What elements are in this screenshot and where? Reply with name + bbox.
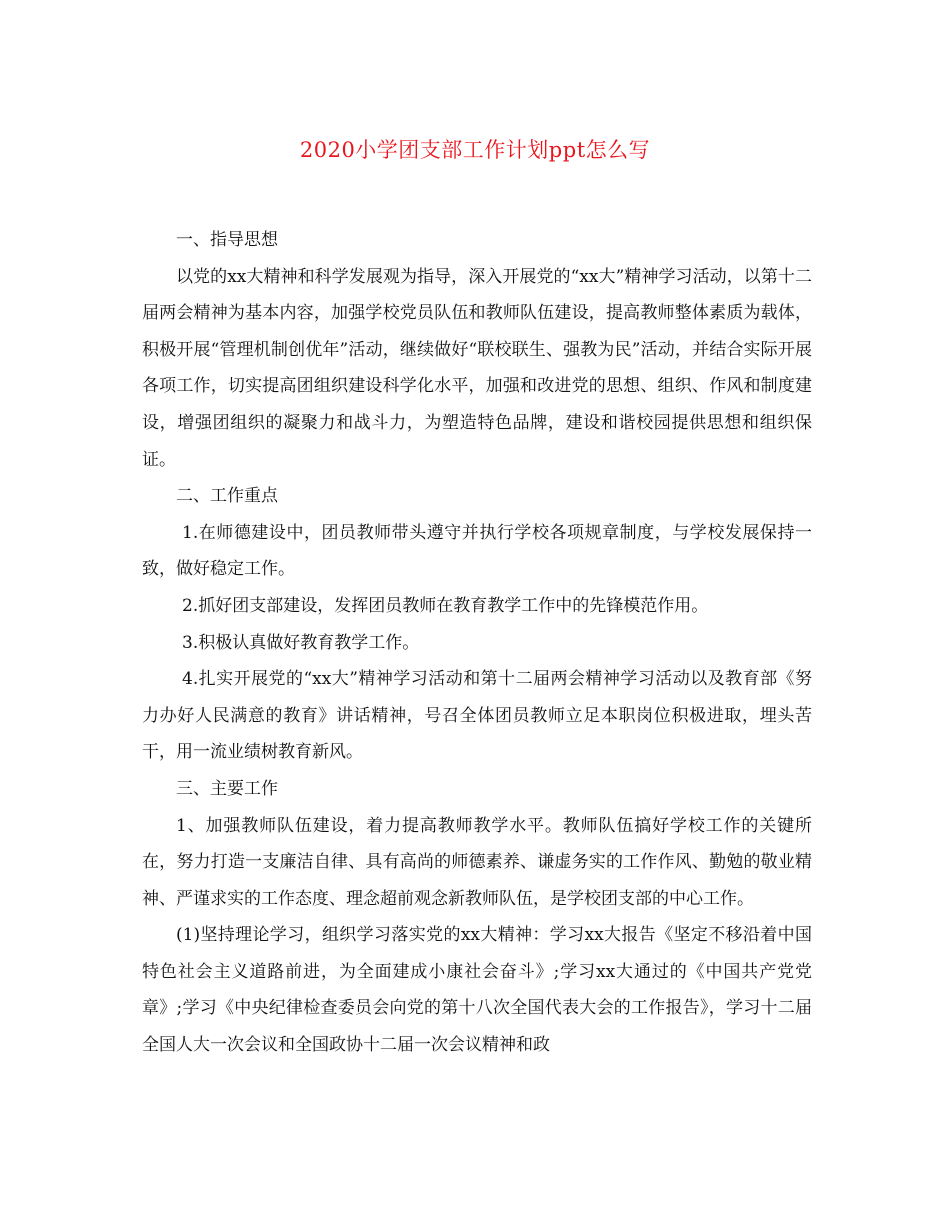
paragraph: 3.积极认真做好教育教学工作。 — [182, 632, 420, 653]
paragraph: 以党的xx大精神和科学发展观为指导，深入开展党的“xx大”精神学习活动，以第十二届两会精神为基本内容，加强学校党员队伍和教师队伍建设，提高教师整体素质为载体，积极开展“管理机制创优年”活动，继续做好“联校联生、强教为民”活动，并结合实际开展各项工作，切实提高团组织建设科学化水平，加强和改进党的思想、组织、作风和制度建设，增强团组织的凝聚力和战斗力，为塑造特色品牌，建设和谐校园提供思想和组织保证。 — [142, 266, 812, 470]
section-heading: 一、指导思想 — [176, 230, 278, 250]
paragraph: 1.在师德建设中，团员教师带头遵守并执行学校各项规章制度，与学校发展保持一致，做好稳定工作。 — [142, 522, 812, 580]
paragraph: (1)坚持理论学习，组织学习落实党的xx大精神：学习xx大报告《坚定不移沿着中国特色社会主义道路前进，为全面建成小康社会奋斗》;学习xx大通过的《中国共产党党章》;学习《中央纪律检查委员会向党的第十八次全国代表大会的工作报告》，学习十二届全国人大一次会议和全国政协十二届一次会议精神和政 — [142, 925, 812, 1056]
paragraph: 2.抓好团支部建设，发挥团员教师在教育教学工作中的先锋模范作用。 — [182, 595, 709, 616]
section-heading: 三、主要工作 — [176, 778, 278, 799]
document-body — [142, 222, 812, 1064]
section-heading: 二、工作重点 — [176, 486, 278, 507]
paragraph: 1、加强教师队伍建设，着力提高教师教学水平。教师队伍搞好学校工作的关键所在，努力打造一支廉洁自律、具有高尚的师德素养、谦虚务实的工作作风、勤勉的敬业精神、严谨求实的工作态度、理念超前观念新教师队伍，是学校团支部的中心工作。 — [142, 815, 812, 909]
paragraph: 4.扎实开展党的“xx大”精神学习活动和第十二届两会精神学习活动以及教育部《努力办好人民满意的教育》讲话精神，号召全体团员教师立足本职岗位积极进取，埋头苦干，用一流业绩树教育新风。 — [142, 669, 812, 763]
document-title: 2020小学团支部工作计划ppt怎么写 — [299, 138, 651, 162]
